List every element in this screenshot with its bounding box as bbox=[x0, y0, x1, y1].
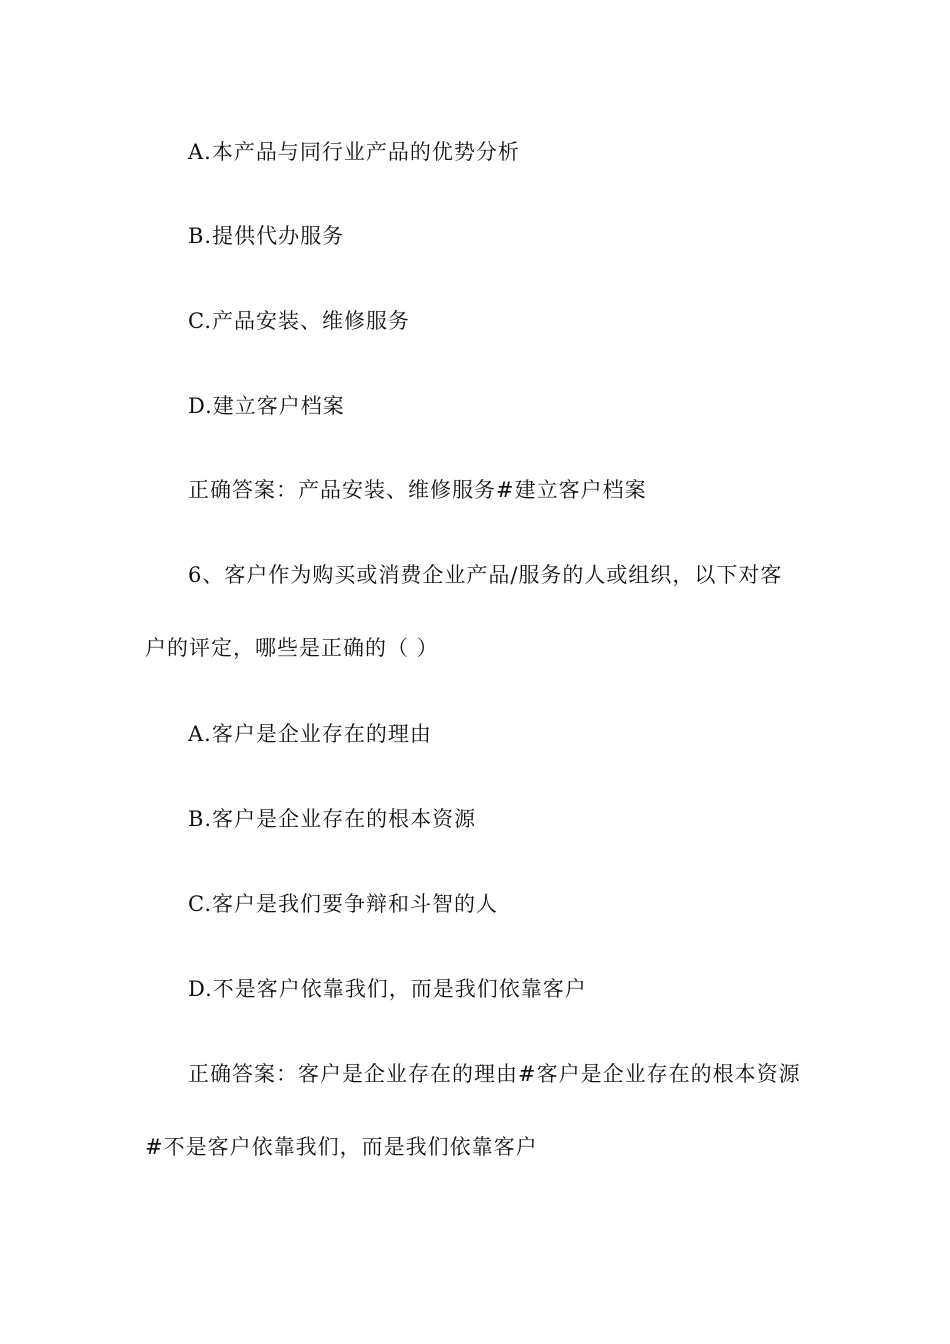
q6-answer-line2: #不是客户依靠我们，而是我们依靠客户 bbox=[145, 1135, 538, 1159]
q6-option-c: C.客户是我们要争辩和斗智的人 bbox=[188, 892, 498, 916]
q5-option-c: C.产品安装、维修服务 bbox=[188, 309, 410, 333]
q6-stem-line2: 户的评定，哪些是正确的（ ） bbox=[145, 636, 439, 660]
q5-option-d: D.建立客户档案 bbox=[188, 394, 345, 418]
q6-answer-line1: 正确答案：客户是企业存在的理由#客户是企业存在的根本资源 bbox=[188, 1062, 801, 1086]
q5-answer: 正确答案：产品安装、维修服务#建立客户档案 bbox=[188, 478, 647, 502]
q6-option-b: B.客户是企业存在的根本资源 bbox=[188, 807, 477, 831]
q5-option-b: B.提供代办服务 bbox=[188, 224, 345, 248]
q6-stem-line1: 6、客户作为购买或消费企业产品/服务的人或组织，以下对客 bbox=[188, 563, 783, 587]
q6-option-d: D.不是客户依靠我们，而是我们依靠客户 bbox=[188, 977, 587, 1001]
q6-option-a: A.客户是企业存在的理由 bbox=[188, 722, 432, 746]
q5-option-a: A.本产品与同行业产品的优势分析 bbox=[188, 140, 520, 164]
